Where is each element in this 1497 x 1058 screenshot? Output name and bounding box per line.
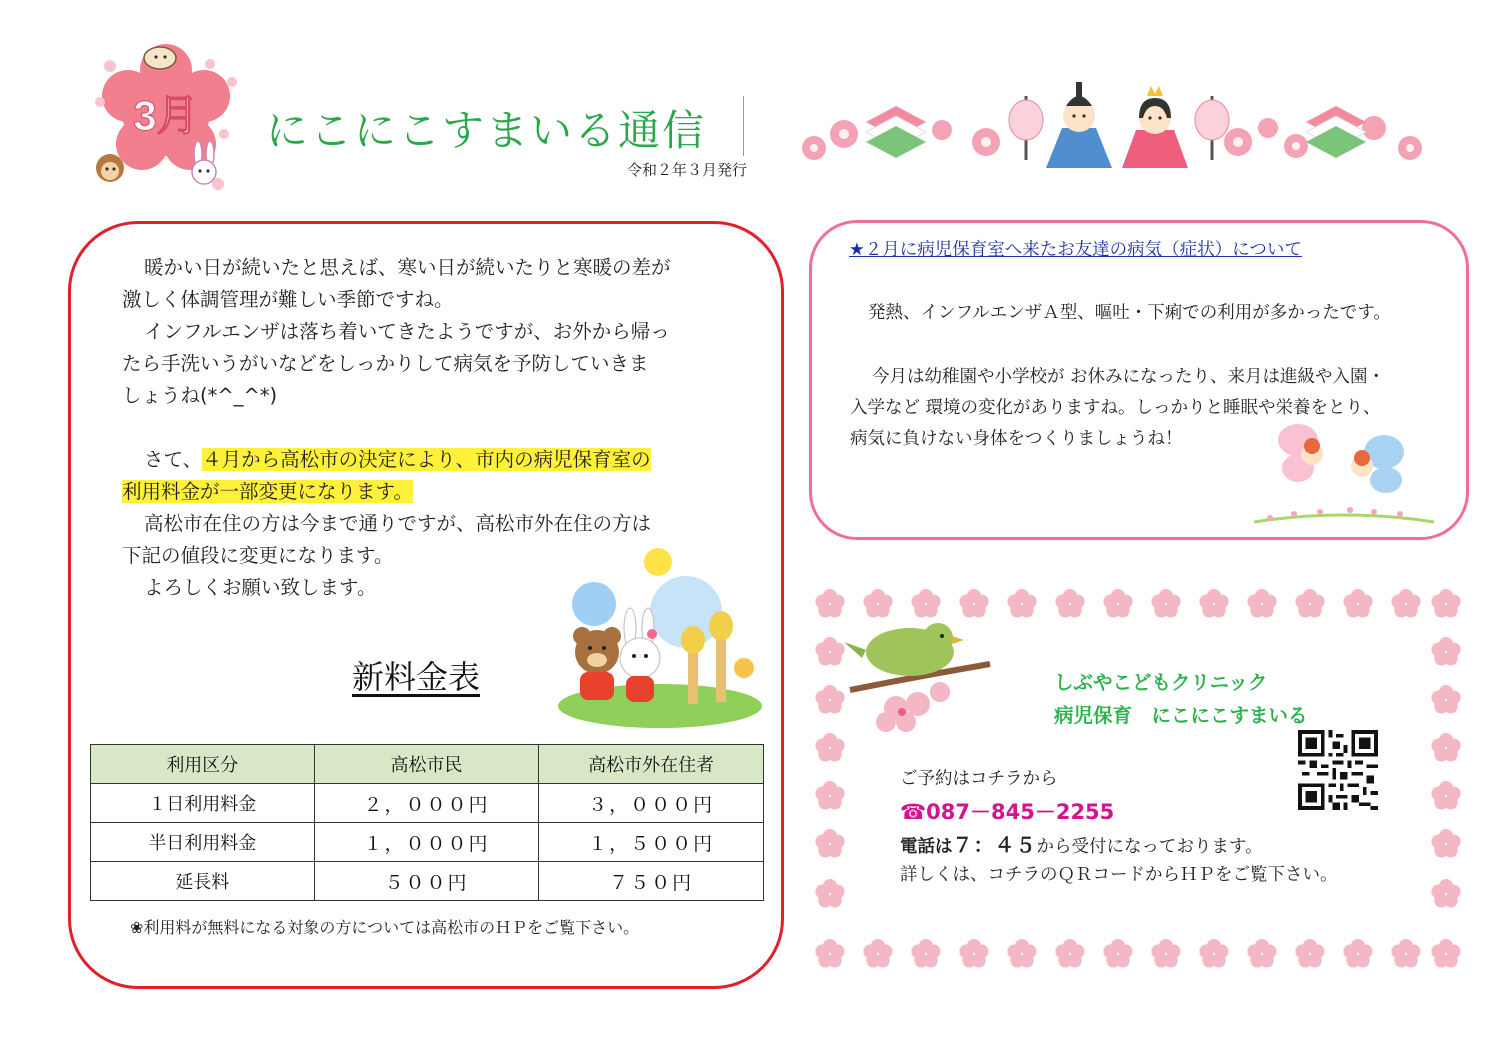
phone-number[interactable]: ☎087－845－2255 [900,800,1115,824]
illness-summary: 発熱、インフルエンザＡ型、嘔吐・下痢での利用が多かったです。 [868,303,1391,323]
change-line: よろしくお願い致します。 [144,576,377,599]
advice-line: 入学など 環境の変化がありますね。しっかりと睡眠や栄養をとり、 [850,398,1381,418]
butterfly-fairies-icon [1254,418,1440,530]
intro-line: インフルエンザは落ち着いてきたようですが、お外から帰っ [144,320,670,343]
intro-line: 激しく体調管理が難しい季節ですね。 [122,288,454,311]
table-row [91,784,764,823]
highlighted-notice: ４月から高松市の決定により、市内の病児保育室の [202,448,651,471]
service-name: 病児保育 にこにこすまいる [1054,704,1308,727]
fee-footnote: ❀利用料が無料になる対象の方については高松市のＨＰをご覧下さい。 [130,918,640,937]
bird-on-plum-branch-icon [840,612,1000,732]
change-line: 高松市在住の方は今まで通りですが、高松市外在住の方は [144,512,652,535]
table-row [91,862,764,901]
resident-fee: １，０００円 [314,823,539,862]
fee-table-title: 新料金表 [352,658,481,696]
row-label: 半日利用料金 [91,823,315,862]
highlighted-notice: 利用料金が一部変更になります。 [122,480,413,503]
table-row [91,823,764,862]
fee-table [90,744,764,901]
table-header-row [91,745,764,784]
advice-line: 病気に負けない身体をつくりましょうね！ [850,429,1183,449]
svg-text:3月: 3月 [133,92,199,139]
reservation-label: ご予約はコチラから [900,769,1058,789]
reception-hours [900,829,1263,858]
hours-suffix: から受付になっております。 [1036,837,1263,857]
issue-date: 令和２年３月発行 [627,161,748,179]
non-resident-fee: １，５００円 [539,823,764,862]
change-line: 下記の値段に変更になります。 [122,544,394,567]
details-note: 詳しくは、コチラのＱＲコードからＨＰをご覧下さい。 [900,865,1338,885]
hina-doll-garland-icon [796,76,1436,176]
intro-line: しょうね(*^_^*) [122,384,278,407]
advice-line: 今月は幼稚園や小学校が お休みになったり、来月は進級や入園・ [872,367,1386,387]
bear-rabbit-illustration-icon [548,544,764,730]
newsletter-title: にこにこすまいる通信 [266,106,707,155]
month-badge-icon [86,42,246,198]
intro-line: たら手洗いうがいなどをしっかりして病気を予防していきま [122,352,649,375]
non-resident-fee: ３，０００円 [539,784,764,823]
intro-paragraph [122,252,732,412]
non-resident-fee: ７５０円 [539,862,764,901]
row-label: 延長料 [91,862,315,901]
title-divider [743,96,744,156]
change-lead: さて、 [144,448,203,471]
qr-code-icon[interactable] [1296,730,1380,810]
illness-heading: ★２月に病児保育室へ来たお友達の病気（症状）について [849,240,1302,260]
column-header: 利用区分 [91,745,315,784]
column-header: 高松市外在住者 [539,745,764,784]
resident-fee: ２，０００円 [314,784,539,823]
row-label: １日利用料金 [91,784,315,823]
clinic-name: しぶやこどもクリニック [1054,671,1268,694]
resident-fee: ５００円 [314,862,539,901]
hours-time: ７：４５ [952,833,1037,857]
intro-line: 暖かい日が続いたと思えば、寒い日が続いたりと寒暖の差が [144,256,671,279]
column-header: 高松市民 [314,745,539,784]
hours-prefix: 電話は [900,837,953,857]
